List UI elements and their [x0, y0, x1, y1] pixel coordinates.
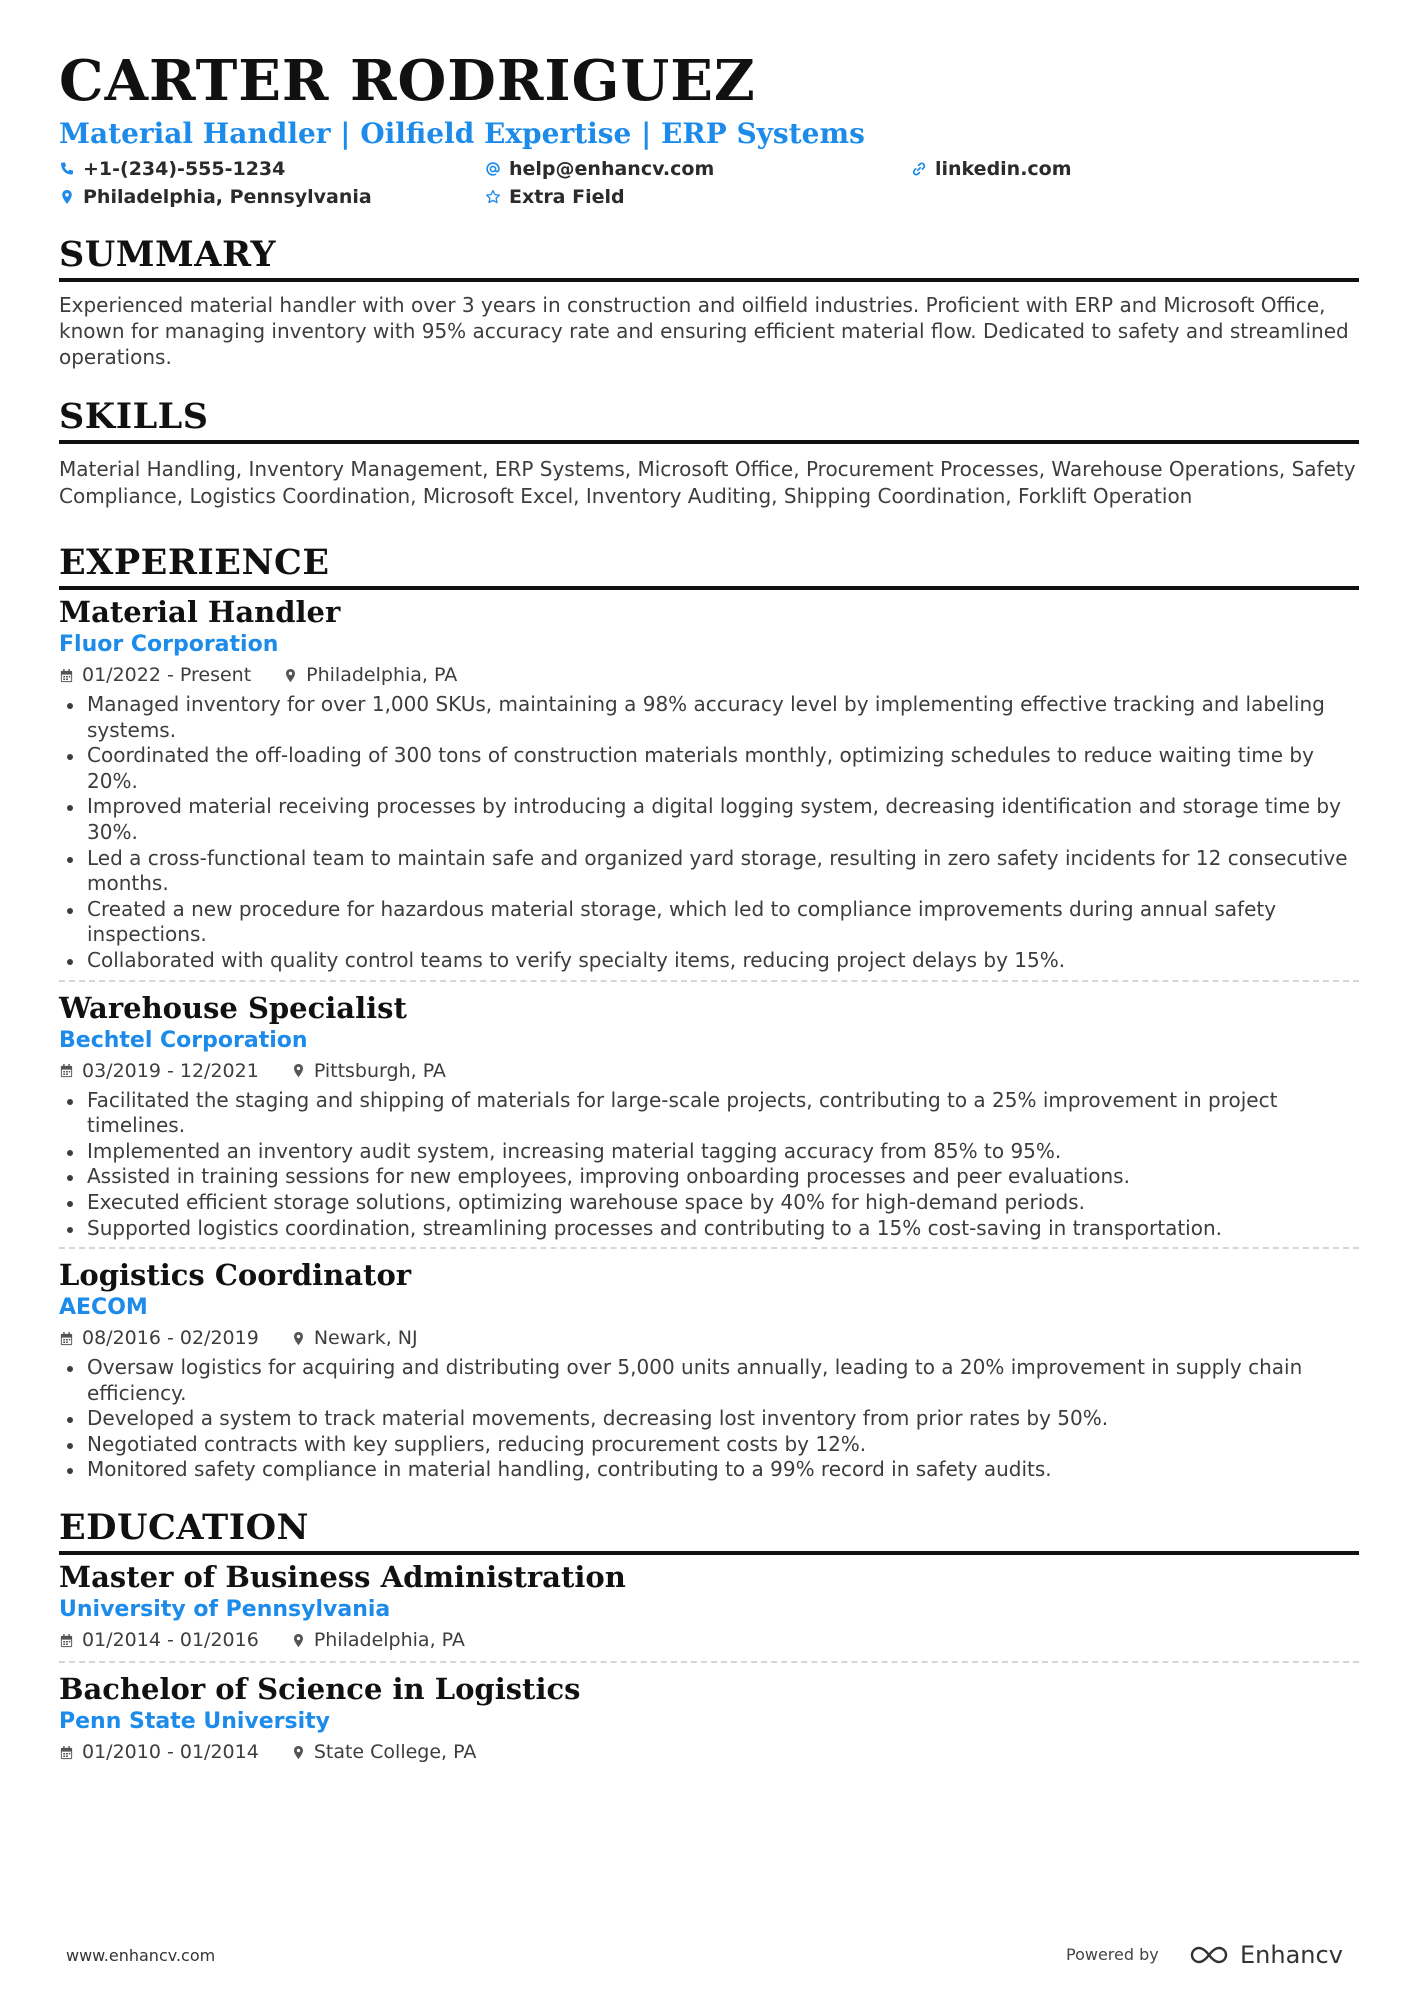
job-meta [59, 1625, 1359, 1655]
calendar-icon [59, 1633, 74, 1648]
bullet-item: Led a cross-functional team to maintain safe and organized yard storage, resulting in zero safety incidents for 12 consecutive months. [59, 846, 1359, 897]
bullet-item: Implemented an inventory audit system, increasing material tagging accuracy from 85% to 95%. [59, 1139, 1359, 1165]
job-meta [59, 1737, 1359, 1767]
phone-text: +1-(234)-555-1234 [83, 158, 286, 180]
company-name: Fluor Corporation [59, 632, 279, 657]
job-title: Bachelor of Science in Logistics [59, 1672, 581, 1707]
headline: Material Handler | Oilfield Expertise | ERP Systems [59, 117, 865, 150]
company-name: Penn State University [59, 1709, 331, 1735]
bullet-item: Collaborated with quality control teams to verify specialty items, reducing project delays by 15%. [59, 948, 1359, 974]
footer-site[interactable]: www.enhancv.com [66, 1946, 216, 1965]
email-text: help@enhancv.com [509, 158, 715, 180]
bullet-item: Developed a system to track material movements, decreasing lost inventory from prior rates by 50%. [59, 1406, 1359, 1432]
location-pin-icon [291, 1633, 306, 1648]
summary-text: Experienced material handler with over 3 years in construction and oilfield industries. Proficient with ERP and Microsoft Office, known for managing inventory with 95% accuracy rate and ensuring efficient material flow. Dedicated to safety and streamlined operations. [59, 293, 1349, 369]
calendar-icon [59, 1331, 74, 1346]
experience-list [59, 594, 1359, 1483]
experience-entry [59, 594, 1359, 974]
contact-linkedin[interactable] [911, 158, 1211, 180]
job-location-text: State College, PA [313, 1741, 477, 1764]
job-title: Master of Business Administration [59, 1560, 626, 1595]
job-location [291, 1741, 477, 1763]
company-name: AECOM [59, 1295, 148, 1321]
bullet-item: Improved material receiving processes by introducing a digital logging system, decreasing identification and storage time by 30%. [59, 794, 1359, 845]
entry-divider [59, 1247, 1359, 1249]
job-location [291, 1629, 465, 1651]
bullet-item: Executed efficient storage solutions, optimizing warehouse space by 40% for high-demand periods. [59, 1190, 1359, 1216]
job-bullets [59, 692, 1359, 974]
contact-phone[interactable] [59, 158, 485, 180]
education-entry [59, 1671, 1359, 1767]
job-location-text: Newark, NJ [313, 1327, 418, 1350]
section-rule [59, 1551, 1359, 1555]
job-meta [59, 660, 1359, 690]
section-rule [59, 586, 1359, 590]
bullet-item: Monitored safety compliance in material handling, contributing to a 99% record in safety audits. [59, 1457, 1359, 1483]
footer [66, 1941, 1346, 1971]
job-bullets [59, 1088, 1359, 1242]
contact-email[interactable] [485, 158, 911, 180]
summary-heading: SUMMARY [59, 234, 276, 275]
footer-powered-by: Powered by [1066, 1945, 1159, 1964]
calendar-icon [59, 1745, 74, 1760]
bullet-item: Managed inventory for over 1,000 SKUs, maintaining a 98% accuracy level by implementing effective tracking and labeling systems. [59, 692, 1359, 743]
contact-location [59, 186, 485, 208]
skills-text: Material Handling, Inventory Management, ERP Systems, Microsoft Office, Procurement Processes, Warehouse Operations, Safety Compliance, Logistics Coordination, Microsoft Excel, Inventory Auditing, Shipping Coordination, Forklift Operation [59, 457, 1356, 508]
contact-info [59, 158, 1359, 208]
job-title: Warehouse Specialist [59, 990, 407, 1025]
calendar-icon [59, 668, 74, 683]
at-icon [485, 161, 501, 177]
entry-divider [59, 980, 1359, 982]
bullet-item: Created a new procedure for hazardous material storage, which led to compliance improvements during annual safety inspections. [59, 897, 1359, 948]
candidate-name: CARTER RODRIGUEZ [59, 48, 756, 114]
job-location [291, 1060, 446, 1082]
star-icon [485, 189, 501, 205]
job-location-text: Pittsburgh, PA [313, 1059, 446, 1082]
job-meta [59, 1323, 1359, 1353]
bullet-item: Supported logistics coordination, streamlining processes and contributing to a 15% cost-saving in transportation. [59, 1216, 1359, 1242]
location-pin-icon [291, 1063, 306, 1078]
location-pin-icon [291, 1331, 306, 1346]
section-rule [59, 278, 1359, 282]
job-location [283, 664, 457, 686]
job-title: Logistics Coordinator [59, 1258, 412, 1293]
job-location-text: Philadelphia, PA [306, 664, 458, 686]
bullet-item: Facilitated the staging and shipping of materials for large-scale projects, contributing to a 25% improvement in project timelines. [59, 1088, 1359, 1139]
location-text: Philadelphia, Pennsylvania [83, 186, 372, 208]
job-meta [59, 1056, 1359, 1086]
company-name: Bechtel Corporation [59, 1027, 308, 1053]
infinity-logo-icon [1186, 1944, 1232, 1966]
education-list [59, 1559, 1359, 1767]
bullet-item: Oversaw logistics for acquiring and distributing over 5,000 units annually, leading to a 20% improvement in supply chain efficiency. [59, 1355, 1359, 1406]
location-pin-icon [283, 668, 298, 683]
extra-field-text: Extra Field [509, 186, 625, 208]
education-heading: EDUCATION [59, 1507, 310, 1549]
location-pin-icon [291, 1745, 306, 1760]
phone-icon [59, 161, 75, 177]
job-dates: 08/2016 - 02/2019 [82, 1327, 259, 1350]
job-location [291, 1327, 418, 1349]
job-dates: 01/2014 - 01/2016 [82, 1629, 259, 1652]
contact-extra [485, 186, 911, 208]
entry-divider [59, 1661, 1359, 1663]
experience-heading: EXPERIENCE [59, 542, 330, 583]
job-dates: 01/2022 - Present [82, 664, 252, 686]
bullet-item: Negotiated contracts with key suppliers, reducing procurement costs by 12%. [59, 1432, 1359, 1458]
job-title: Material Handler [59, 595, 341, 629]
section-rule [59, 440, 1359, 444]
enhancv-logo [1186, 1941, 1343, 1969]
job-dates: 01/2010 - 01/2014 [82, 1741, 259, 1764]
experience-entry [59, 990, 1359, 1242]
bullet-item: Assisted in training sessions for new employees, improving onboarding processes and peer evaluations. [59, 1164, 1359, 1190]
experience-entry [59, 1257, 1359, 1483]
skills-heading: SKILLS [59, 396, 209, 437]
company-name: University of Pennsylvania [59, 1597, 391, 1623]
job-location-text: Philadelphia, PA [313, 1629, 465, 1652]
resume-page [59, 48, 1359, 1767]
job-bullets [59, 1355, 1359, 1483]
skills-section [59, 396, 1359, 510]
brand-name: Enhancv [1240, 1941, 1343, 1969]
linkedin-text: linkedin.com [935, 158, 1072, 180]
summary-section [59, 234, 1359, 370]
education-section [59, 1507, 1359, 1767]
location-pin-icon [59, 189, 75, 205]
experience-section [59, 542, 1359, 1483]
link-icon [911, 161, 927, 177]
bullet-item: Coordinated the off-loading of 300 tons of construction materials monthly, optimizing schedules to reduce waiting time by 20%. [59, 743, 1359, 794]
education-entry [59, 1559, 1359, 1655]
calendar-icon [59, 1063, 74, 1078]
job-dates: 03/2019 - 12/2021 [82, 1059, 259, 1082]
